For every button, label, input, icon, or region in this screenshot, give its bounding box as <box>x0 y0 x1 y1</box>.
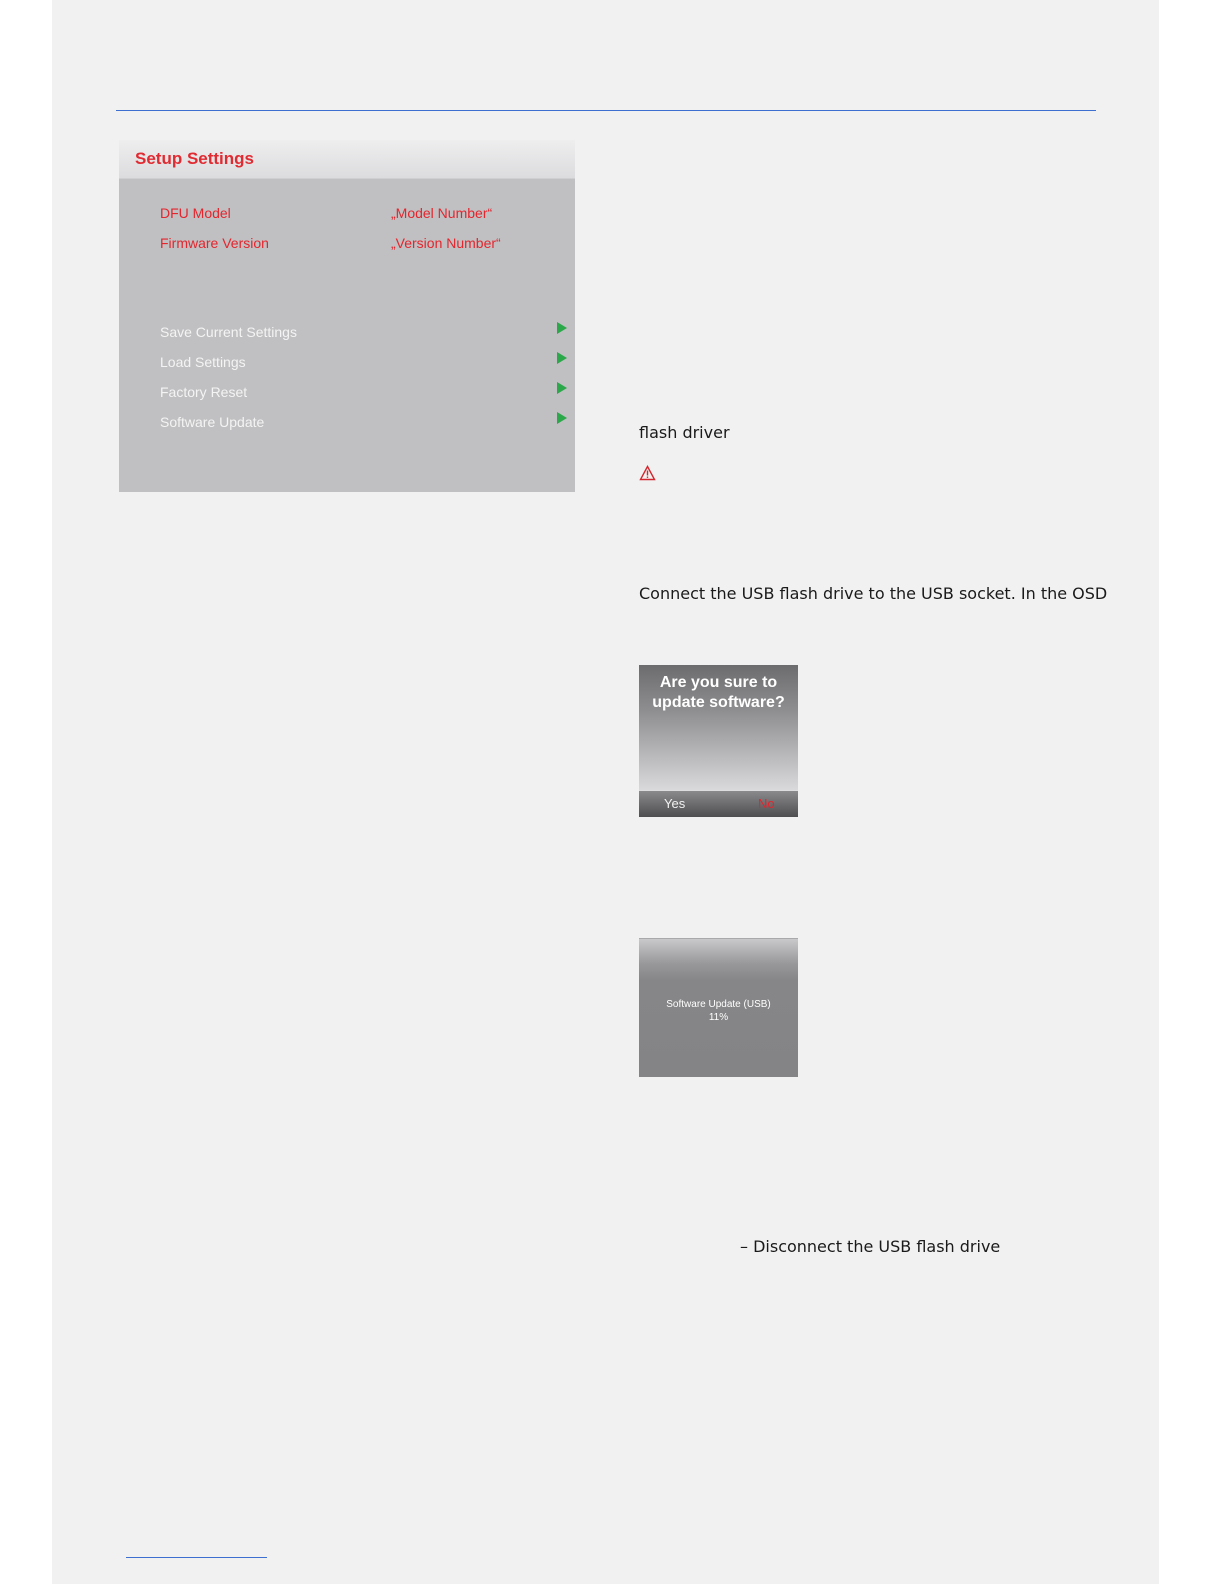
dfu-model-label: DFU Model <box>160 205 231 221</box>
confirm-button-bar <box>639 791 798 817</box>
firmware-version-label: Firmware Version <box>160 235 269 251</box>
menu-item-label: Factory Reset <box>160 384 248 400</box>
menu-item-factory-reset[interactable] <box>160 384 540 404</box>
menu-item-label: Save Current Settings <box>160 324 297 340</box>
progress-text <box>639 998 798 1024</box>
disconnect-usb-text: – Disconnect the USB flash drive <box>740 1237 1001 1256</box>
footer-rule <box>126 1557 267 1558</box>
setup-settings-panel <box>119 140 575 492</box>
progress-title: Software Update (USB) <box>666 999 771 1010</box>
warning-triangle-icon <box>639 465 656 481</box>
software-update-progress <box>639 938 798 1077</box>
menu-item-save-current-settings[interactable] <box>160 324 540 344</box>
arrow-right-icon <box>557 352 567 364</box>
arrow-right-icon <box>557 412 567 424</box>
arrow-right-icon <box>557 322 567 334</box>
setup-settings-title: Setup Settings <box>135 149 255 168</box>
confirm-question-line2: update software? <box>652 694 785 711</box>
firmware-version-value: „Version Number“ <box>391 235 501 251</box>
confirm-question-line1: Are you sure to <box>659 674 778 691</box>
update-confirm-dialog <box>639 665 798 817</box>
confirm-question <box>639 673 798 713</box>
arrow-right-icon <box>557 382 567 394</box>
menu-item-label: Load Settings <box>160 354 246 370</box>
progress-percent: 11% <box>708 1012 729 1023</box>
dfu-model-value: „Model Number“ <box>391 205 493 221</box>
connect-usb-text: Connect the USB flash drive to the USB socket. In the OSD <box>639 584 1108 603</box>
menu-item-label: Software Update <box>160 414 265 430</box>
flash-driver-text: flash driver <box>639 423 730 442</box>
menu-item-load-settings[interactable] <box>160 354 540 374</box>
header-rule <box>116 110 1096 111</box>
no-button[interactable]: No <box>758 796 775 811</box>
yes-button[interactable]: Yes <box>664 796 686 811</box>
menu-item-software-update[interactable] <box>160 414 540 434</box>
setup-settings-header <box>119 140 575 179</box>
